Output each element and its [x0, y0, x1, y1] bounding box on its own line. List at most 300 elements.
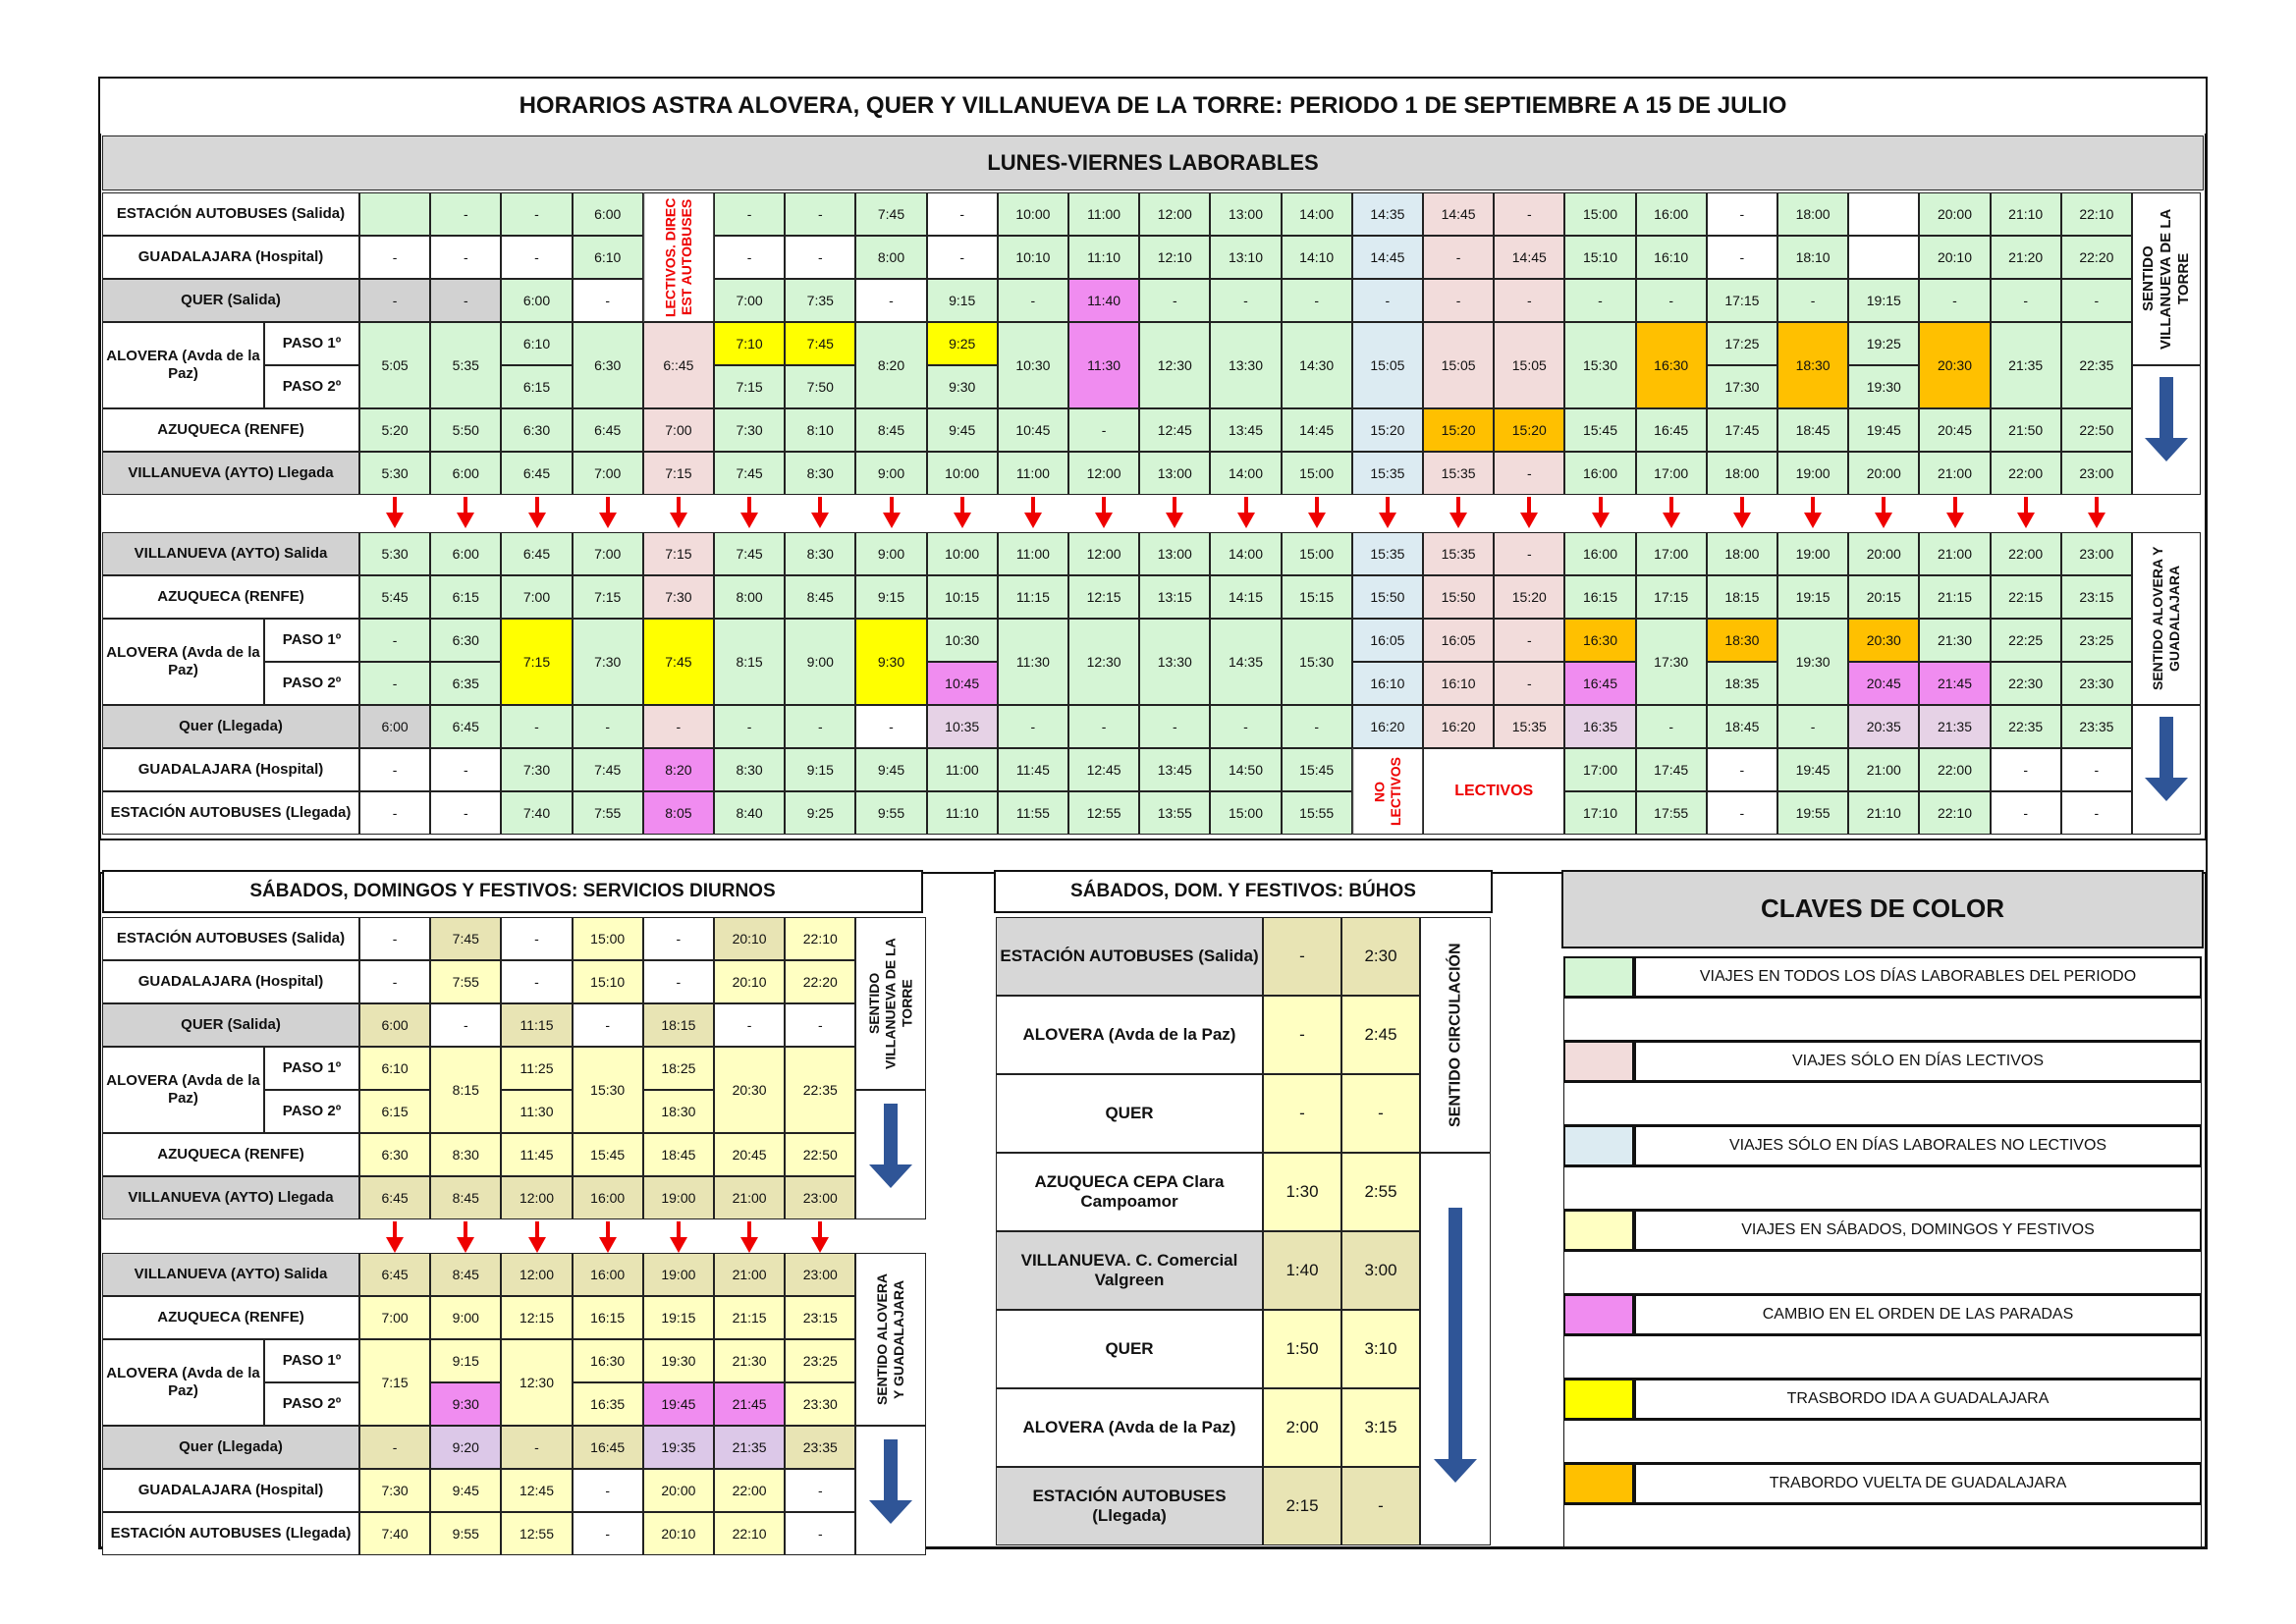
- we-label-azuqueca-in: AZUQUECA (RENFE): [102, 1296, 359, 1339]
- we-in-alovera-p2-1: 9:30: [430, 1382, 501, 1426]
- in-estacion-11: 13:55: [1139, 791, 1210, 835]
- out-azuqueca-13: 14:45: [1282, 408, 1352, 452]
- label-alovera: ALOVERA (Avda de la Paz): [102, 322, 264, 408]
- out-hospital-9: 10:10: [998, 236, 1068, 279]
- out-quer-12: -: [1210, 279, 1281, 322]
- in-villanueva-3: 7:00: [573, 532, 643, 575]
- we-in-quer-1: 9:20: [430, 1426, 501, 1469]
- we-label-hospital-in: GUADALAJARA (Hospital): [102, 1469, 359, 1512]
- in-villanueva-20: 19:00: [1777, 532, 1848, 575]
- out-alovera-11: 12:30: [1139, 322, 1210, 408]
- night-stop-0: ESTACIÓN AUTOBUSES (Salida): [996, 917, 1263, 996]
- out-azuqueca-10: -: [1068, 408, 1139, 452]
- we-in-azuqueca-5: 21:15: [714, 1296, 785, 1339]
- we-label-paso1: PASO 1º: [264, 1047, 359, 1090]
- in-quer-24: 23:35: [2061, 705, 2132, 748]
- out-villanueva-1: 6:00: [430, 452, 501, 495]
- out-villanueva-2: 6:45: [501, 452, 572, 495]
- we-in-villanueva-2: 12:00: [501, 1253, 572, 1296]
- out-azuqueca-12: 13:45: [1210, 408, 1281, 452]
- in-villanueva-18: 17:00: [1636, 532, 1707, 575]
- label-guadalajara-hospital: GUADALAJARA (Hospital): [102, 236, 359, 279]
- we-out-estacion-0: -: [359, 917, 430, 960]
- we-in-alovera-0: 7:15: [359, 1339, 430, 1426]
- in-azuqueca-12: 14:15: [1210, 575, 1281, 619]
- in-alovera-7: 9:30: [855, 619, 926, 705]
- night-stop-2: QUER: [996, 1074, 1263, 1153]
- in-estacion-13: 15:55: [1282, 791, 1352, 835]
- in-alovera-p1-15: 16:05: [1423, 619, 1494, 662]
- in-villanueva-4: 7:15: [643, 532, 714, 575]
- transfer-arrow-icon: [1379, 513, 1396, 528]
- out-hospital-1: -: [430, 236, 501, 279]
- transfer-arrow-icon: [954, 513, 971, 528]
- in-alovera-12: 14:35: [1210, 619, 1281, 705]
- we-in-hospital-1: 9:45: [430, 1469, 501, 1512]
- we-in-quer-6: 23:35: [785, 1426, 855, 1469]
- transfer-arrow-icon: [1166, 513, 1183, 528]
- in-quer-0: 6:00: [359, 705, 430, 748]
- we-out-quer-1: -: [430, 1003, 501, 1047]
- night-trip1-0: -: [1263, 917, 1341, 996]
- night-trip2-7: -: [1341, 1467, 1420, 1545]
- label-alovera-in: ALOVERA (Avda de la Paz): [102, 619, 264, 705]
- we-in-villanueva-4: 19:00: [643, 1253, 714, 1296]
- in-villanueva-14: 15:35: [1352, 532, 1423, 575]
- we-out-hospital-0: -: [359, 960, 430, 1003]
- we-transfer-arrow-icon: [457, 1237, 474, 1253]
- out-hospital-0: -: [359, 236, 430, 279]
- we-in-villanueva-1: 8:45: [430, 1253, 501, 1296]
- in-azuqueca-9: 11:15: [998, 575, 1068, 619]
- in-azuqueca-4: 7:30: [643, 575, 714, 619]
- out-alovera-p2-2: 6:15: [501, 365, 572, 408]
- out-quer-16: -: [1494, 279, 1564, 322]
- out-villanueva-6: 8:30: [785, 452, 855, 495]
- in-alovera-p1-19: 18:30: [1707, 619, 1777, 662]
- out-quer-7: -: [855, 279, 926, 322]
- night-trip2-6: 3:15: [1341, 1388, 1420, 1467]
- out-hospital-7: 8:00: [855, 236, 926, 279]
- out-azuqueca-9: 10:45: [998, 408, 1068, 452]
- in-alovera-11: 13:30: [1139, 619, 1210, 705]
- out-alovera-10: 11:30: [1068, 322, 1139, 408]
- we-label-alovera: ALOVERA (Avda de la Paz): [102, 1047, 264, 1133]
- we-out-quer-6: -: [785, 1003, 855, 1047]
- out-alovera-p2-5: 7:15: [714, 365, 785, 408]
- in-estacion-4: 8:05: [643, 791, 714, 835]
- we-in-hospital-2: 12:45: [501, 1469, 572, 1512]
- we-in-azuqueca-3: 16:15: [573, 1296, 643, 1339]
- out-estacion-2: -: [501, 192, 572, 236]
- we-label-paso2-in: PASO 2º: [264, 1382, 359, 1426]
- out-estacion-20: 18:00: [1777, 192, 1848, 236]
- out-hospital-3: 6:10: [573, 236, 643, 279]
- in-quer-21: 20:35: [1848, 705, 1919, 748]
- we-in-hospital-6: -: [785, 1469, 855, 1512]
- in-estacion-9: 11:55: [998, 791, 1068, 835]
- in-hospital-17: 17:00: [1564, 748, 1635, 791]
- we-in-azuqueca-6: 23:15: [785, 1296, 855, 1339]
- transfer-arrow-icon: [386, 513, 404, 528]
- in-azuqueca-14: 15:50: [1352, 575, 1423, 619]
- transfer-arrow-icon: [670, 513, 687, 528]
- we-out-hospital-6: 22:20: [785, 960, 855, 1003]
- label-azuqueca: AZUQUECA (RENFE): [102, 408, 359, 452]
- direction-inbound: SENTIDO ALOVERA Y GUADALAJARA: [2132, 532, 2201, 705]
- out-hospital-20: 18:10: [1777, 236, 1848, 279]
- in-azuqueca-8: 10:15: [927, 575, 998, 619]
- out-villanueva-24: 23:00: [2061, 452, 2132, 495]
- we-out-alovera-p1-0: 6:10: [359, 1047, 430, 1090]
- out-villanueva-23: 22:00: [1991, 452, 2061, 495]
- out-alovera-p1-8: 9:25: [927, 322, 998, 365]
- out-villanueva-7: 9:00: [855, 452, 926, 495]
- in-alovera-p2-16: -: [1494, 662, 1564, 705]
- night-trip1-5: 1:50: [1263, 1310, 1341, 1388]
- legend-text-2: VIAJES SÓLO EN DÍAS LABORALES NO LECTIVOS: [1634, 1125, 2202, 1166]
- in-alovera-p1-14: 16:05: [1352, 619, 1423, 662]
- we-transfer-arrow-icon: [599, 1237, 617, 1253]
- in-hospital-2: 7:30: [501, 748, 572, 791]
- label-guadalajara-in: GUADALAJARA (Hospital): [102, 748, 359, 791]
- out-azuqueca-19: 17:45: [1707, 408, 1777, 452]
- direction-arrow-outbound-icon: [2159, 377, 2173, 440]
- legend-gap-1: [1563, 1082, 2202, 1125]
- in-alovera-p1-16: -: [1494, 619, 1564, 662]
- in-estacion-8: 11:10: [927, 791, 998, 835]
- in-alovera-p1-17: 16:30: [1564, 619, 1635, 662]
- in-alovera-p2-23: 22:30: [1991, 662, 2061, 705]
- we-in-quer-0: -: [359, 1426, 430, 1469]
- in-quer-8: 10:35: [927, 705, 998, 748]
- out-estacion-10: 11:00: [1068, 192, 1139, 236]
- night-header: SÁBADOS, DOM. Y FESTIVOS: BÚHOS: [994, 870, 1493, 913]
- we-out-estacion-4: -: [643, 917, 714, 960]
- in-villanueva-17: 16:00: [1564, 532, 1635, 575]
- transfer-arrow-icon: [1308, 513, 1326, 528]
- out-hospital-5: -: [714, 236, 785, 279]
- out-alovera-0: 5:05: [359, 322, 430, 408]
- out-quer-18: -: [1636, 279, 1707, 322]
- we-out-estacion-1: 7:45: [430, 917, 501, 960]
- in-villanueva-21: 20:00: [1848, 532, 1919, 575]
- transfer-arrow-icon: [1875, 513, 1892, 528]
- in-alovera-18: 17:30: [1636, 619, 1707, 705]
- legend-text-1: VIAJES SÓLO EN DÍAS LECTIVOS: [1634, 1041, 2202, 1082]
- legend-gap-5: [1563, 1420, 2202, 1463]
- out-alovera-7: 8:20: [855, 322, 926, 408]
- we-label-paso2: PASO 2º: [264, 1090, 359, 1133]
- night-trip2-5: 3:10: [1341, 1310, 1420, 1388]
- out-alovera-3: 6:30: [573, 322, 643, 408]
- direction-arrow-inbound-icon: [2159, 717, 2173, 780]
- we-in-alovera-p2-6: 23:30: [785, 1382, 855, 1426]
- in-quer-23: 22:35: [1991, 705, 2061, 748]
- out-hospital-19: -: [1707, 236, 1777, 279]
- in-quer-2: -: [501, 705, 572, 748]
- we-in-estacion-1: 9:55: [430, 1512, 501, 1555]
- out-estacion-18: 16:00: [1636, 192, 1707, 236]
- out-alovera-17: 15:30: [1564, 322, 1635, 408]
- in-estacion-17: 17:10: [1564, 791, 1635, 835]
- in-azuqueca-19: 18:15: [1707, 575, 1777, 619]
- we-in-alovera-p1-5: 21:30: [714, 1339, 785, 1382]
- transfer-arrow-icon: [1592, 513, 1610, 528]
- we-transfer-arrow-icon: [670, 1237, 687, 1253]
- in-quer-14: 16:20: [1352, 705, 1423, 748]
- in-estacion-20: 19:55: [1777, 791, 1848, 835]
- out-azuqueca-20: 18:45: [1777, 408, 1848, 452]
- in-alovera-p1-23: 22:25: [1991, 619, 2061, 662]
- in-hospital-23: -: [1991, 748, 2061, 791]
- night-stop-4: VILLANUEVA. C. Comercial Valgreen: [996, 1231, 1263, 1310]
- transfer-arrow-icon: [1095, 513, 1113, 528]
- in-quer-11: -: [1139, 705, 1210, 748]
- in-azuqueca-2: 7:00: [501, 575, 572, 619]
- transfer-arrow-icon: [811, 513, 829, 528]
- we-in-estacion-6: -: [785, 1512, 855, 1555]
- we-label-paso1-in: PASO 1º: [264, 1339, 359, 1382]
- in-alovera-p2-15: 16:10: [1423, 662, 1494, 705]
- we-out-villanueva-5: 21:00: [714, 1176, 785, 1219]
- transfer-arrow-icon: [1733, 513, 1751, 528]
- in-quer-9: -: [998, 705, 1068, 748]
- out-alovera-p2-19: 17:30: [1707, 365, 1777, 408]
- out-azuqueca-18: 16:45: [1636, 408, 1707, 452]
- night-trip2-4: 3:00: [1341, 1231, 1420, 1310]
- we-in-hospital-3: -: [573, 1469, 643, 1512]
- in-alovera-p2-14: 16:10: [1352, 662, 1423, 705]
- transfer-arrow-icon: [2017, 513, 2035, 528]
- in-azuqueca-18: 17:15: [1636, 575, 1707, 619]
- label-paso2: PASO 2º: [264, 365, 359, 408]
- out-villanueva-20: 19:00: [1777, 452, 1848, 495]
- out-quer-0: -: [359, 279, 430, 322]
- out-estacion-3: 6:00: [573, 192, 643, 236]
- out-villanueva-12: 14:00: [1210, 452, 1281, 495]
- we-out-quer-0: 6:00: [359, 1003, 430, 1047]
- in-villanueva-7: 9:00: [855, 532, 926, 575]
- out-quer-10: 11:40: [1068, 279, 1139, 322]
- in-quer-18: -: [1636, 705, 1707, 748]
- we-out-estacion-5: 20:10: [714, 917, 785, 960]
- we-out-alovera-p2-0: 6:15: [359, 1090, 430, 1133]
- in-hospital-6: 9:15: [785, 748, 855, 791]
- we-in-alovera-p2-4: 19:45: [643, 1382, 714, 1426]
- out-estacion-19: -: [1707, 192, 1777, 236]
- out-alovera-p1-19: 17:25: [1707, 322, 1777, 365]
- in-azuqueca-7: 9:15: [855, 575, 926, 619]
- out-azuqueca-5: 7:30: [714, 408, 785, 452]
- we-out-quer-3: -: [573, 1003, 643, 1047]
- we-out-villanueva-2: 12:00: [501, 1176, 572, 1219]
- we-in-azuqueca-0: 7:00: [359, 1296, 430, 1339]
- we-out-villanueva-0: 6:45: [359, 1176, 430, 1219]
- in-villanueva-9: 11:00: [998, 532, 1068, 575]
- in-hospital-18: 17:45: [1636, 748, 1707, 791]
- out-alovera-20: 18:30: [1777, 322, 1848, 408]
- out-quer-21: 19:15: [1848, 279, 1919, 322]
- we-in-quer-4: 19:35: [643, 1426, 714, 1469]
- we-out-alovera-3: 15:30: [573, 1047, 643, 1133]
- legend-swatch-0: [1563, 956, 1634, 998]
- out-alovera-4: 6::45: [643, 322, 714, 408]
- we-direction-outbound: SENTIDO VILLANUEVA DE LA TORRE: [855, 917, 926, 1090]
- in-estacion-22: 22:10: [1919, 791, 1990, 835]
- out-estacion-6: -: [785, 192, 855, 236]
- we-out-alovera-p2-4: 18:30: [643, 1090, 714, 1133]
- in-estacion-21: 21:10: [1848, 791, 1919, 835]
- we-out-quer-2: 11:15: [501, 1003, 572, 1047]
- we-out-villanueva-4: 19:00: [643, 1176, 714, 1219]
- out-quer-20: -: [1777, 279, 1848, 322]
- in-estacion-23: -: [1991, 791, 2061, 835]
- out-alovera-p1-21: 19:25: [1848, 322, 1919, 365]
- we-in-hospital-5: 22:00: [714, 1469, 785, 1512]
- out-hospital-22: 20:10: [1919, 236, 1990, 279]
- we-out-hospital-5: 20:10: [714, 960, 785, 1003]
- out-hospital-6: -: [785, 236, 855, 279]
- we-in-hospital-0: 7:30: [359, 1469, 430, 1512]
- transfer-arrow-icon: [2088, 513, 2105, 528]
- out-azuqueca-2: 6:30: [501, 408, 572, 452]
- legend-gap-0: [1563, 998, 2202, 1041]
- night-trip1-1: -: [1263, 996, 1341, 1074]
- we-label-quer-llegada: Quer (Llegada): [102, 1426, 359, 1469]
- legend-gap-3: [1563, 1251, 2202, 1294]
- separator-bar: [98, 839, 2208, 874]
- out-estacion-0: [359, 192, 430, 236]
- transfer-arrow-icon: [1520, 513, 1538, 528]
- we-in-villanueva-6: 23:00: [785, 1253, 855, 1296]
- in-hospital-21: 21:00: [1848, 748, 1919, 791]
- out-estacion-23: 21:10: [1991, 192, 2061, 236]
- in-hospital-24: -: [2061, 748, 2132, 791]
- in-alovera-p2-21: 20:45: [1848, 662, 1919, 705]
- legend-swatch-3: [1563, 1210, 1634, 1251]
- out-villanueva-5: 7:45: [714, 452, 785, 495]
- we-label-alovera-in: ALOVERA (Avda de la Paz): [102, 1339, 264, 1426]
- we-out-alovera-p1-2: 11:25: [501, 1047, 572, 1090]
- we-out-azuqueca-1: 8:30: [430, 1133, 501, 1176]
- out-villanueva-22: 21:00: [1919, 452, 1990, 495]
- in-quer-5: -: [714, 705, 785, 748]
- out-alovera-p1-6: 7:45: [785, 322, 855, 365]
- out-alovera-15: 15:05: [1423, 322, 1494, 408]
- in-estacion-2: 7:40: [501, 791, 572, 835]
- we-out-villanueva-6: 23:00: [785, 1176, 855, 1219]
- out-alovera-p2-6: 7:50: [785, 365, 855, 408]
- we-direction-arrow-outbound-icon: [884, 1104, 898, 1166]
- in-azuqueca-20: 19:15: [1777, 575, 1848, 619]
- in-alovera-10: 12:30: [1068, 619, 1139, 705]
- in-alovera-20: 19:30: [1777, 619, 1848, 705]
- night-trip2-1: 2:45: [1341, 996, 1420, 1074]
- out-estacion-5: -: [714, 192, 785, 236]
- in-estacion-24: -: [2061, 791, 2132, 835]
- out-hospital-12: 13:10: [1210, 236, 1281, 279]
- night-trip2-2: -: [1341, 1074, 1420, 1153]
- out-alovera-1: 5:35: [430, 322, 501, 408]
- in-hospital-5: 8:30: [714, 748, 785, 791]
- transfer-arrow-icon: [1804, 513, 1822, 528]
- note-no-lectivos: NO LECTIVOS: [1352, 748, 1423, 835]
- we-out-estacion-6: 22:10: [785, 917, 855, 960]
- out-alovera-p1-5: 7:10: [714, 322, 785, 365]
- out-azuqueca-6: 8:10: [785, 408, 855, 452]
- label-azuqueca-in: AZUQUECA (RENFE): [102, 575, 359, 619]
- night-trip1-3: 1:30: [1263, 1153, 1341, 1231]
- we-in-quer-5: 21:35: [714, 1426, 785, 1469]
- out-alovera-p2-8: 9:30: [927, 365, 998, 408]
- out-alovera-16: 15:05: [1494, 322, 1564, 408]
- transfer-arrow-icon: [740, 513, 758, 528]
- we-out-quer-5: -: [714, 1003, 785, 1047]
- legend-swatch-2: [1563, 1125, 1634, 1166]
- in-quer-3: -: [573, 705, 643, 748]
- out-alovera-p1-2: 6:10: [501, 322, 572, 365]
- out-estacion-15: 14:45: [1423, 192, 1494, 236]
- out-quer-15: -: [1423, 279, 1494, 322]
- night-trip2-3: 2:55: [1341, 1153, 1420, 1231]
- in-hospital-22: 22:00: [1919, 748, 1990, 791]
- legend-text-5: TRASBORDO IDA A GUADALAJARA: [1634, 1379, 2202, 1420]
- in-hospital-12: 14:50: [1210, 748, 1281, 791]
- in-hospital-19: -: [1707, 748, 1777, 791]
- in-quer-15: 16:20: [1423, 705, 1494, 748]
- in-azuqueca-11: 13:15: [1139, 575, 1210, 619]
- out-alovera-9: 10:30: [998, 322, 1068, 408]
- we-in-estacion-5: 22:10: [714, 1512, 785, 1555]
- out-azuqueca-7: 8:45: [855, 408, 926, 452]
- in-alovera-p1-22: 21:30: [1919, 619, 1990, 662]
- in-quer-17: 16:35: [1564, 705, 1635, 748]
- out-azuqueca-0: 5:20: [359, 408, 430, 452]
- in-villanueva-5: 7:45: [714, 532, 785, 575]
- in-azuqueca-10: 12:15: [1068, 575, 1139, 619]
- in-alovera-3: 7:30: [573, 619, 643, 705]
- legend-gap-6: [1563, 1504, 2202, 1547]
- in-alovera-4: 7:45: [643, 619, 714, 705]
- in-estacion-6: 9:25: [785, 791, 855, 835]
- in-villanueva-1: 6:00: [430, 532, 501, 575]
- we-in-alovera-p1-1: 9:15: [430, 1339, 501, 1382]
- out-quer-11: -: [1139, 279, 1210, 322]
- in-estacion-12: 15:00: [1210, 791, 1281, 835]
- note-lectivos: LECTIVOS: [1423, 748, 1564, 835]
- in-quer-12: -: [1210, 705, 1281, 748]
- out-quer-22: -: [1919, 279, 1990, 322]
- in-alovera-p2-17: 16:45: [1564, 662, 1635, 705]
- we-in-estacion-0: 7:40: [359, 1512, 430, 1555]
- out-quer-23: -: [1991, 279, 2061, 322]
- in-hospital-8: 11:00: [927, 748, 998, 791]
- we-label-hospital: GUADALAJARA (Hospital): [102, 960, 359, 1003]
- we-out-alovera-1: 8:15: [430, 1047, 501, 1133]
- out-estacion-11: 12:00: [1139, 192, 1210, 236]
- in-estacion-0: -: [359, 791, 430, 835]
- we-out-azuqueca-0: 6:30: [359, 1133, 430, 1176]
- out-hospital-17: 15:10: [1564, 236, 1635, 279]
- out-quer-1: -: [430, 279, 501, 322]
- we-transfer-arrow-icon: [528, 1237, 546, 1253]
- legend-swatch-5: [1563, 1379, 1634, 1420]
- we-out-azuqueca-2: 11:45: [501, 1133, 572, 1176]
- out-azuqueca-11: 12:45: [1139, 408, 1210, 452]
- we-in-villanueva-3: 16:00: [573, 1253, 643, 1296]
- out-quer-17: -: [1564, 279, 1635, 322]
